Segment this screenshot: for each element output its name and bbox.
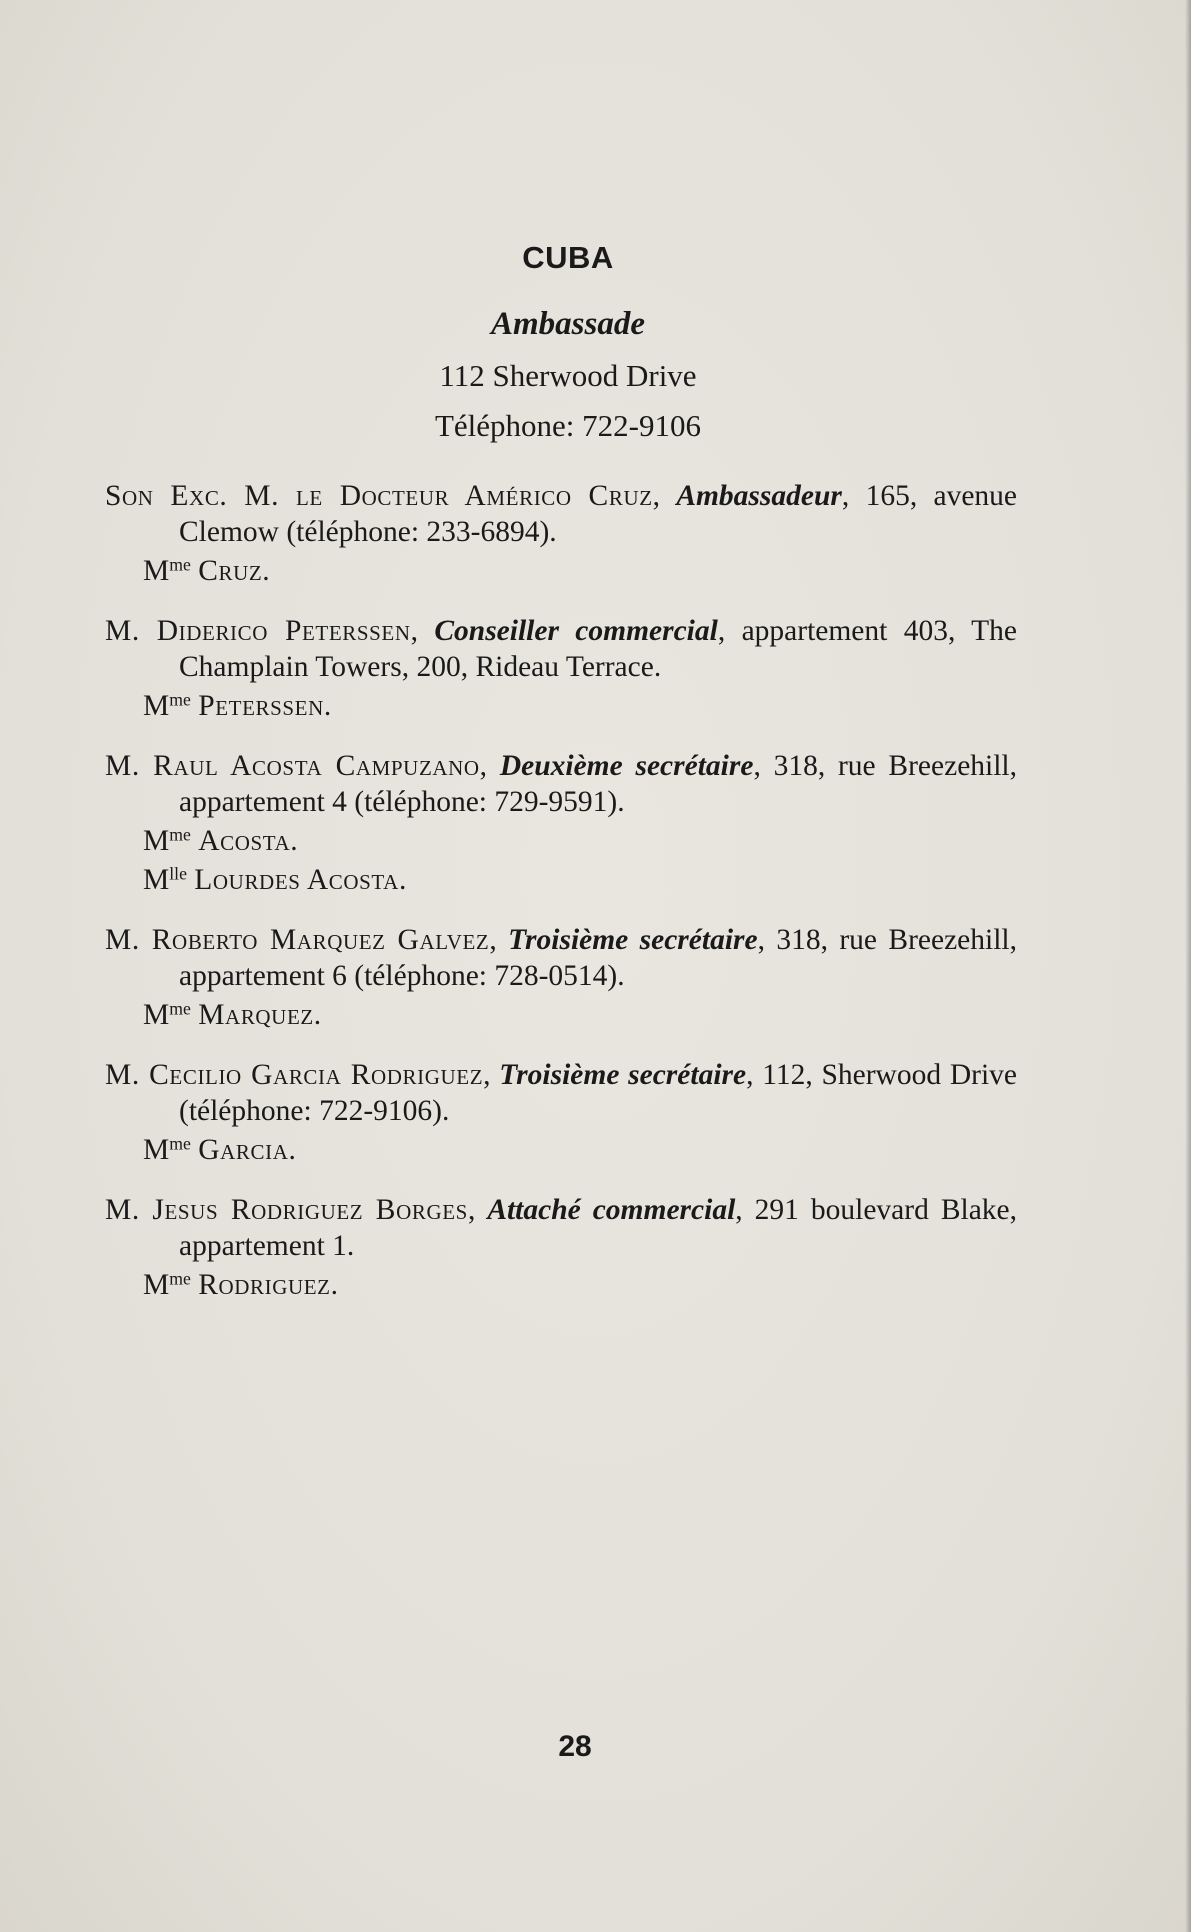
staff-role: Troisième secrétaire — [499, 1059, 747, 1091]
spouse-line — [105, 553, 1017, 589]
spouse-name: Peterssen. — [198, 690, 332, 722]
staff-entry — [105, 478, 1017, 589]
staff-name: M. Cecilio Garcia Rodriguez — [105, 1059, 484, 1091]
staff-name: M. Roberto Marquez Galvez — [105, 924, 490, 956]
daughter-name: Lourdes Acosta. — [194, 864, 407, 896]
page-number: 28 — [558, 1730, 592, 1763]
spouse-line — [105, 823, 1017, 859]
staff-name: M. Jesus Rodriguez Borges — [105, 1194, 468, 1226]
staff-role: Conseiller commercial — [434, 615, 718, 647]
staff-entry-main: M. Jesus Rodriguez Borges, Attaché commercial, 291 boulevard Blake, appartement 1. — [105, 1194, 1018, 1262]
spouse-title: $M^{me}$ — [143, 689, 191, 722]
staff-entry-main: M. Cecilio Garcia Rodriguez, Troisième secrétaire, 112, Sherwood Drive (téléphone: 722-9106). — [105, 1059, 1018, 1127]
staff-entry-main: M. Diderico Peterssen, Conseiller commercial, appartement 403, The Champlain Towers, 200, Rideau Terrace. — [105, 615, 1018, 683]
embassy-telephone: Téléphone: 722-9106 — [434, 408, 701, 443]
staff-entry-main: Son Exc. M. le Docteur Américo Cruz, Ambassadeur, 165, avenue Clemow (téléphone: 233-6894). — [105, 480, 1018, 548]
staff-name: Son Exc. M. le Docteur Américo Cruz — [105, 480, 653, 512]
staff-details: appartement 403, The Champlain Towers, 200, Rideau Terrace. — [179, 615, 1018, 683]
spouse-line — [105, 1267, 1017, 1303]
staff-entry — [105, 748, 1017, 898]
spouse-line — [105, 997, 1017, 1033]
spouse-line — [105, 1132, 1017, 1168]
staff-entry — [105, 613, 1017, 724]
spouse-name: Cruz. — [198, 555, 271, 587]
spouse-line — [105, 688, 1017, 724]
country-heading: CUBA — [522, 240, 614, 275]
staff-details: 165, avenue Clemow (téléphone: 233-6894). — [179, 480, 1018, 548]
spouse-title: $M^{me}$ — [143, 554, 191, 587]
section-heading: Ambassade — [490, 306, 645, 342]
page-edge-shadow — [1185, 0, 1191, 1932]
spouse-name: Garcia. — [198, 1134, 297, 1166]
staff-role: Attaché commercial — [487, 1194, 736, 1226]
staff-details: 112, Sherwood Drive (téléphone: 722-9106). — [179, 1059, 1018, 1127]
staff-entry — [105, 1192, 1017, 1303]
staff-role: Ambassadeur — [676, 480, 842, 512]
embassy-address: 112 Sherwood Drive — [439, 358, 697, 393]
spouse-name: Marquez. — [198, 999, 322, 1031]
staff-role: Deuxième secrétaire — [499, 750, 754, 782]
staff-entry-main: M. Raul Acosta Campuzano, Deuxième secrétaire, 318, rue Breezehill, appartement 4 (téléphone: 729-9591). — [105, 750, 1018, 818]
staff-role: Troisième secrétaire — [508, 924, 758, 956]
spouse-title: $M^{me}$ — [143, 1133, 191, 1166]
spouse-name: Rodriguez. — [198, 1269, 339, 1301]
spouse-title: $M^{me}$ — [143, 998, 191, 1031]
staff-details: 318, rue Breezehill, appartement 6 (téléphone: 728-0514). — [179, 924, 1017, 992]
daughter-line — [105, 862, 1017, 898]
staff-details: 291 boulevard Blake, appartement 1. — [179, 1194, 1018, 1262]
staff-entry-main: M. Roberto Marquez Galvez, Troisième secrétaire, 318, rue Breezehill, appartement 6 (téléphone: 728-0514). — [105, 924, 1017, 992]
spouse-name: Acosta. — [198, 825, 299, 857]
staff-list — [105, 478, 1017, 1327]
staff-name: M. Diderico Peterssen — [105, 615, 411, 647]
staff-name: M. Raul Acosta Campuzano — [105, 750, 480, 782]
staff-details: 318, rue Breezehill, appartement 4 (téléphone: 729-9591). — [179, 750, 1018, 818]
daughter-title: $M^{lle}$ — [143, 863, 187, 896]
staff-entry — [105, 1057, 1017, 1168]
spouse-title: $M^{me}$ — [143, 1268, 191, 1301]
spouse-title: $M^{me}$ — [143, 824, 191, 857]
staff-entry — [105, 922, 1017, 1033]
